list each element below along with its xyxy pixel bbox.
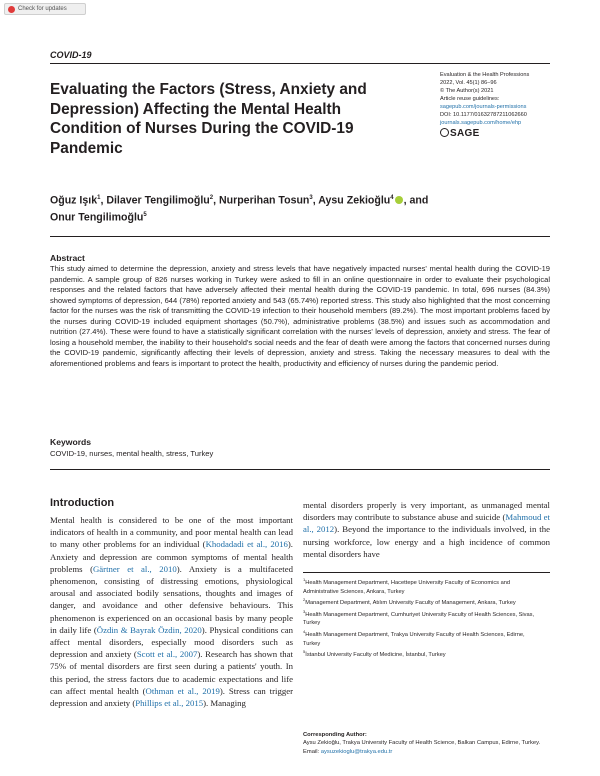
body-text: Mental health is considered to be one of the most important indicators of health in a community, and poor mental health can lead to many other problems for an individual ( xyxy=(50,515,293,550)
affiliation-item xyxy=(303,596,543,608)
affil-sup: 1 xyxy=(303,577,306,582)
keywords-text: COVID-19, nurses, mental health, stress, Turkey xyxy=(50,449,214,458)
email-link[interactable]: aysuzekioglu@trakya.edu.tr xyxy=(320,748,393,755)
author-affil-sup: 4 xyxy=(390,195,394,201)
corresponding-email-row xyxy=(303,748,543,756)
affil-text: Health Management Department, Hacettepe University Faculty of Economics and Administrative Sciences, Ankara, Turkey xyxy=(303,579,511,595)
body-text: ). Managing xyxy=(203,698,246,709)
email-label: Email: xyxy=(303,748,320,755)
corresponding-author xyxy=(303,731,543,756)
orcid-icon[interactable] xyxy=(395,196,403,204)
abstract-bottom-rule xyxy=(50,469,550,470)
introduction-heading: Introduction xyxy=(50,497,115,509)
citation-link[interactable]: Mahmoud et al., 2012 xyxy=(303,512,550,535)
corresponding-label: Corresponding Author: xyxy=(303,732,367,738)
journal-doi[interactable]: DOI: 10.1177/01632787211062660 xyxy=(440,112,527,118)
body-text: ). Anxiety and depression are common symptoms of mental health problems ( xyxy=(50,539,293,574)
citation-link[interactable]: Othman et al., 2019 xyxy=(145,685,220,696)
abstract-heading: Abstract xyxy=(50,253,85,263)
affiliation-item xyxy=(303,648,543,660)
body-text: ). Physical conditions can affect mental disorders, especially mood disorders such as depression and anxiety ( xyxy=(50,624,293,660)
body-text: ). Beyond the importance to the individuals involved, in the nursing workforce, low energy and a high incidence of common mental disorders have xyxy=(303,524,550,559)
affiliation-item xyxy=(303,628,543,648)
check-updates-icon xyxy=(8,6,15,13)
publisher-name: SAGE xyxy=(450,128,480,139)
header-rule xyxy=(50,63,550,64)
citation-link[interactable]: Khodadadi et al., 2016 xyxy=(205,539,288,550)
abstract-text: This study aimed to determine the depression, anxiety and stress levels that have negatively impacted nurses' mental health during the COVID-19 pandemic. A sample group of 826 nurses working in Turkey were asked to fill in an online questionnaire in order to evaluate their psychological responses and the related factors that have adversely affected their mental health during the COVID-19 pandemic. In total, 696 nurses (84.3%) showed symptoms of depression, 644 (78%) reported anxiety and 543 (65.74%) reported stress. This study also highlighted that the most concerning factor for the nurses was the risk of transmitting the COVID-19 infection to their household members (89.2%). The most important problems faced by the nurses during COVID-19 included equipment shortages (50.7%), administrative problems (38.5%) and issues such as accommodation and nutrition (27.4%). These were found to have a statistically significant correlation with the nurses' levels of depression, anxiety and stress. The fear of losing a household member, the inability to their household's social needs and the fear of death were among the factors that concerned nurses during the COVID-19 pandemic, significantly affecting their levels of depression, anxiety and stress. Taking the necessary measures to deal with the aforementioned problems and fears is important to protect the health, productivity and efficiency of nurses during the pandemic period. xyxy=(50,264,550,368)
permissions-link[interactable]: sagepub.com/journals-permissions xyxy=(440,104,527,110)
affil-sup: 2 xyxy=(303,597,306,603)
body-text: ). Research has shown that 75% of mental disorders are first seen during a patients' youth. In this period, the stress factors due to academic expectations and life can affect mental health ( xyxy=(50,649,293,696)
journal-volume: 2022, Vol. 45(1) 86–96 xyxy=(440,80,497,86)
keywords-heading: Keywords xyxy=(50,437,92,447)
affiliation-item xyxy=(303,608,543,628)
intro-right-column xyxy=(303,499,550,560)
author-affil-sup: 2 xyxy=(209,195,214,201)
author-name: Nurperihan Tosun xyxy=(218,194,310,207)
citation-link[interactable]: Scott et al., 2007 xyxy=(136,649,198,660)
author-name: Aysu Zekioğlu xyxy=(318,194,391,207)
abstract-top-rule xyxy=(50,236,550,237)
journal-reuse: Article reuse guidelines: xyxy=(440,96,500,102)
check-for-updates-badge[interactable] xyxy=(4,3,86,15)
body-text: mental disorders properly is very important, as unmanaged mental disorders may contribute to substance abuse and suicide ( xyxy=(303,500,550,523)
affil-sup: 3 xyxy=(303,608,306,614)
body-text: ). Anxiety is a multifaceted phenomenon, consisting of distressing emotions, physiological arousal and associated bodily sensations, thoughts and images of danger, and avoidance and other defensive behaviours. This phenomenon is experienced on an occasional basis by many people in daily life ( xyxy=(50,563,293,635)
intro-left-column xyxy=(50,514,293,709)
author-affil-sup: 3 xyxy=(309,195,313,201)
journal-name: Evaluation & the Health Professions xyxy=(440,72,530,78)
affiliations-rule xyxy=(303,572,550,573)
check-for-updates-label: Check for updates xyxy=(18,6,67,12)
article-title: Evaluating the Factors (Stress, Anxiety and Depression) Affecting the Mental Health Condition of Nurses During the COVID-19 Pandemic xyxy=(50,81,367,157)
author-affil-sup: 1 xyxy=(97,195,101,201)
affil-sup: 5 xyxy=(303,649,306,655)
affiliation-item xyxy=(303,576,543,596)
corresponding-address: Aysu Zekioğlu, Trakya University Faculty of Health Science, Balkan Campus, Edirne, Turkey. xyxy=(303,740,541,747)
affil-sup: 4 xyxy=(303,629,306,635)
affil-text: Management Department, Atılım University Faculty of Management, Ankara, Turkey xyxy=(305,600,516,607)
author-name: Oğuz Işık xyxy=(50,194,98,207)
sage-logo-icon xyxy=(440,128,449,137)
author-name: Dilaver Tengilimoğlu xyxy=(106,194,210,207)
body-text: ). Stress can trigger depression and anxiety ( xyxy=(50,685,293,709)
citation-link[interactable]: Özdin & Bayrak Özdin, 2020 xyxy=(96,624,202,635)
author-affil-sup: 5 xyxy=(143,212,147,219)
affil-text: Health Management Department, Cumhuriyet University Faculty of Health Sciences, Sivas, Turkey xyxy=(303,611,535,627)
journal-info xyxy=(440,71,560,139)
affil-text: İstanbul University Faculty of Medicine, İstanbul, Turkey xyxy=(305,652,446,659)
author-list: Oğuz Işık$^1$, Dilaver Tengilimoğlu$^2$, Nurperihan Tosun$^3$, Aysu Zekioğlu$^4$ , and Onur Tengilimoğlu$^5$ xyxy=(50,194,429,224)
citation-link[interactable]: Gärtner et al., 2010 xyxy=(92,563,177,574)
sage-logo xyxy=(440,128,560,139)
journal-copyright: © The Author(s) 2021 xyxy=(440,88,494,94)
journal-homepage-link[interactable]: journals.sagepub.com/home/ehp xyxy=(440,120,522,126)
affil-text: Health Management Department, Trakya University Faculty of Health Sciences, Edirne, Turkey xyxy=(303,632,525,647)
section-tag: COVID-19 xyxy=(50,50,92,60)
citation-link[interactable]: Phillips et al., 2015 xyxy=(135,698,204,709)
affiliations xyxy=(303,576,543,660)
author-name: Onur Tengilimoğlu xyxy=(50,211,144,224)
